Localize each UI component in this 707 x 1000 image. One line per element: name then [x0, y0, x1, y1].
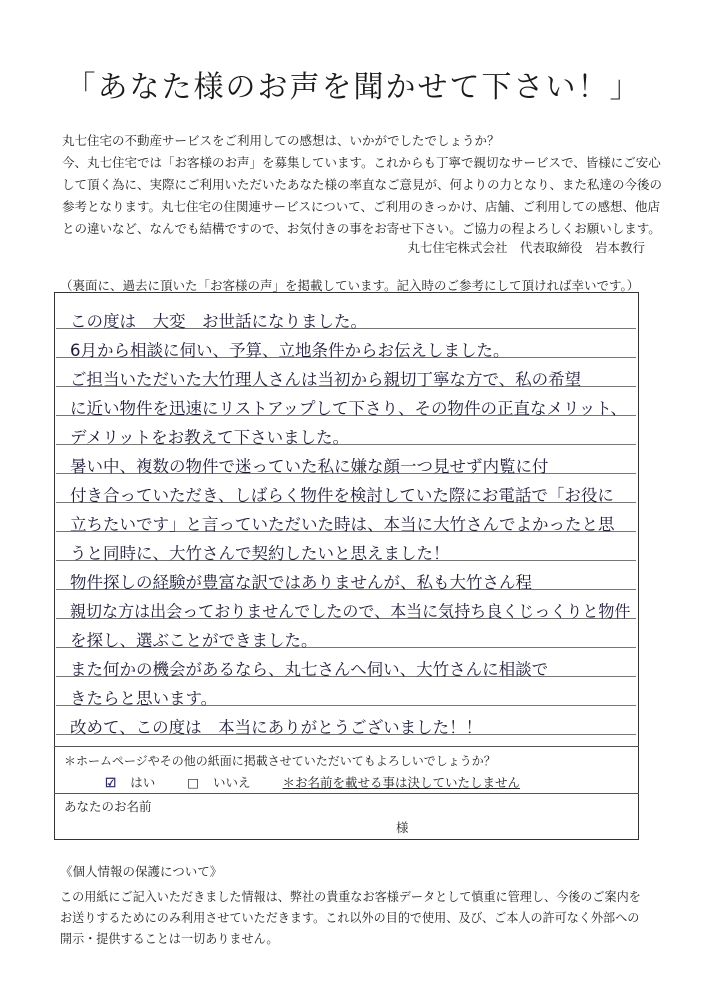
name-label: あなたのお名前: [64, 799, 152, 814]
intro-line: 丸七住宅の不動産サービスをご利用しての感想は、いかがでしたでしょうか？: [62, 133, 500, 148]
reference-note: （裏面に、過去に頂いた「お客様の声」を掲載しています。記入時のご参考にして頂ければ幸いです。）: [60, 278, 640, 293]
handwritten-line: また何かの機会があるなら、丸七さんへ伺い、大竹さんに相談で: [70, 660, 549, 679]
handwritten-line: ご担当いただいた大竹理人さんは当初から親切丁寧な方で、私の希望: [70, 370, 582, 389]
handwritten-line: 付き合っていただき、しばらく物件を検討していた際にお電話で「お役に: [70, 486, 614, 505]
handwritten-line: きたらと思います。: [70, 689, 218, 708]
intro-line: 参考となります。丸七住宅の住関連サービスについて、ご利用のきっかけ、店舗、ご利用しての感想、他店: [62, 199, 661, 214]
handwritten-line: に近い物件を迅速にリストアップして下さり、その物件の正直なメリット、: [70, 399, 627, 418]
privacy-text: [60, 886, 680, 949]
privacy-line: お送りするためにのみ利用させていただきます。これ以外の目的で使用、及び、ご本人の許可なく外部への: [60, 910, 640, 925]
anonymous-note: ＊お名前を載せる事は決していたしません: [282, 775, 521, 790]
handwritten-line: を探し、選ぶことができました。: [70, 631, 318, 650]
handwritten-line: 暑い中、複数の物件で迷っていた私に嫌な顔一つ見せず内覧に付: [70, 457, 549, 476]
privacy-heading: 《個人情報の保護について》: [60, 864, 223, 879]
no-label: いいえ: [213, 775, 251, 790]
publish-question: ＊ホームページやその他の紙面に掲載させていただいてもよろしいでしょうか？: [64, 754, 496, 768]
yes-label: はい: [130, 775, 156, 790]
handwritten-line: この度は 大変 お世話になりました。: [70, 312, 367, 331]
company-signature: 丸七住宅株式会社 代表取締役 岩本教行: [407, 240, 645, 255]
intro-line: との違いなど、なんでも結構ですので、お気付きの事をお寄せ下さい。ご協力の程よろしくお願いします。: [62, 221, 661, 236]
privacy-line: この用紙にご記入いただきました情報は、弊社の貴重なお客様データとして慎重に管理し、今後のご案内を: [60, 889, 641, 904]
handwritten-line: うと同時に、大竹さんで契約したいと思えました！: [70, 544, 450, 563]
handwritten-line: デメリットをお教えて下さいました。: [70, 428, 350, 447]
privacy-line: 開示・提供することは一切ありません。: [60, 931, 279, 946]
intro-line: して頂く為に、実際にご利用いただいたあなた様の率直なご意見が、何よりの力となり、また私達の今後の: [62, 177, 663, 192]
name-suffix: 様: [396, 820, 409, 835]
page-title: 「あなた様のお声を聞かせて下さい！」: [65, 70, 642, 105]
publish-options: [105, 773, 534, 791]
intro-text: [62, 130, 662, 240]
handwritten-line: 6月から相談に伺い、予算、立地条件からお伝えしました。: [70, 341, 510, 360]
handwritten-line: 親切な方は出会っておりませんでしたので、本当に気持ち良くじっくりと物件: [70, 602, 631, 621]
unchecked-box-icon: □: [187, 775, 200, 790]
section-divider: [54, 793, 639, 794]
no-option[interactable]: [187, 775, 264, 790]
section-divider: [54, 746, 639, 747]
handwritten-line: 物件探しの経験が豊富な訳ではありませんが、私も大竹さん程: [70, 573, 532, 592]
checked-box-icon: ☑: [105, 775, 117, 790]
yes-option[interactable]: [105, 775, 169, 790]
handwritten-line: 立ちたいです」と言っていただいた時は、本当に大竹さんでよかったと思: [70, 515, 615, 534]
intro-line: 今、丸七住宅では「お客様のお声」を募集しています。これからも丁寧で親切なサービスで、皆様にご安心: [62, 155, 661, 170]
handwritten-line: 改めて、この度は 本当にありがとうございました！！: [70, 718, 483, 737]
